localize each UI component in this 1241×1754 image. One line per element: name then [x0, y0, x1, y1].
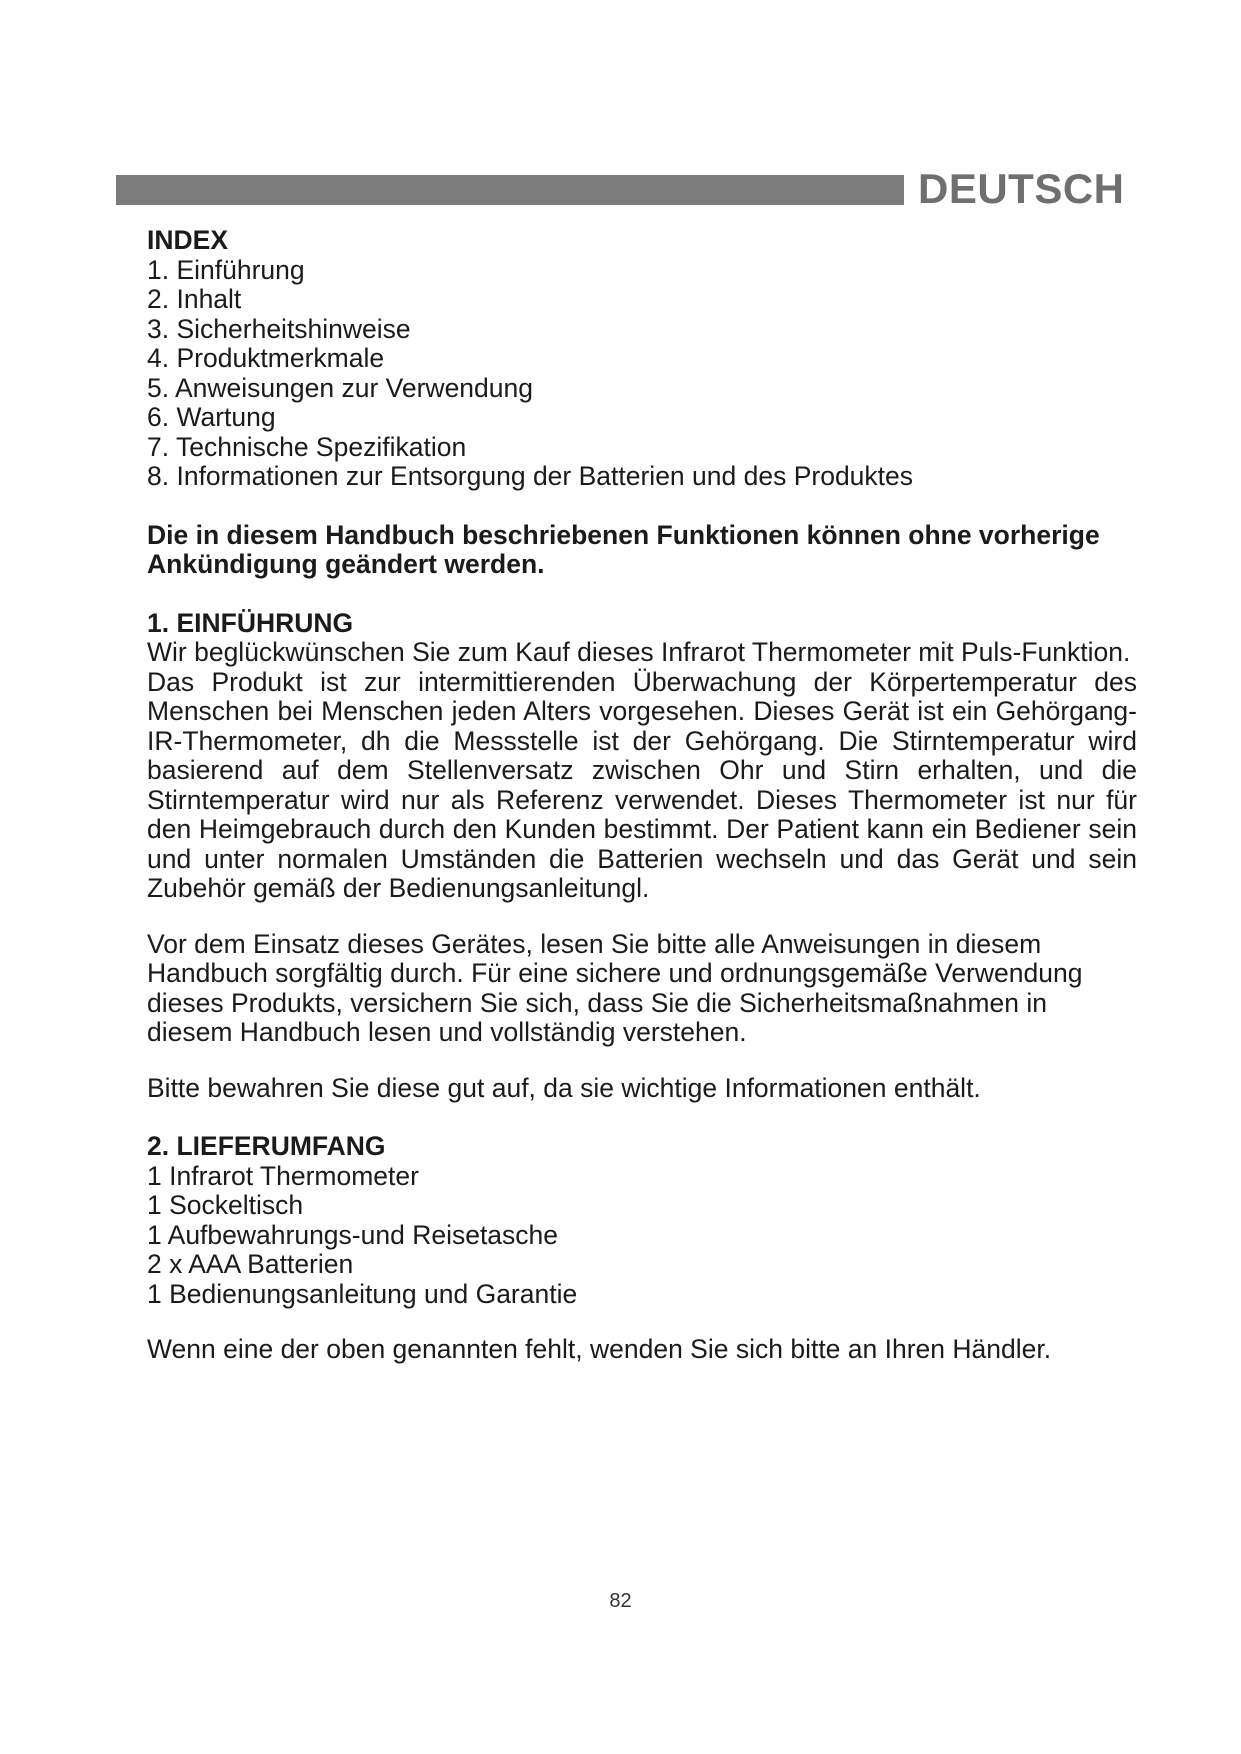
index-item: 8. Informationen zur Entsorgung der Batterien und des Produktes	[147, 461, 914, 491]
index-item: 2. Inhalt	[147, 284, 242, 314]
section-1-instructions: Vor dem Einsatz dieses Gerätes, lesen Sie bitte alle Anweisungen in diesem Handbuch sorgfältig durch. Für eine sichere und ordnungsgemäße Verwendung dieses Produkts, versichern Sie sich, dass Sie die Sicherheitsmaßnahmen in diesem Handbuch lesen und vollständig verstehen.	[147, 928, 1083, 1047]
delivery-item: 1 Bedienungsanleitung und Garantie	[147, 1278, 578, 1309]
delivery-item: 1 Aufbewahrungs-und Reisetasche	[147, 1219, 559, 1250]
index-list	[147, 256, 1137, 492]
index-heading: INDEX	[147, 225, 228, 255]
missing-items-note: Wenn eine der oben genannten fehlt, wenden Sie sich bitte an Ihren Händler.	[147, 1334, 1052, 1364]
page-number: 82	[609, 1590, 632, 1612]
section-2-heading: 2. LIEFERUMFANG	[147, 1131, 386, 1161]
index-item: 3. Sicherheitshinweise	[147, 313, 411, 344]
page-content	[147, 226, 1137, 1365]
language-title: DEUTSCH	[918, 165, 1125, 212]
index-item: 5. Anweisungen zur Verwendung	[147, 372, 533, 403]
delivery-item: 2 x AAA Batterien	[147, 1249, 354, 1279]
section-1-heading: 1. EINFÜHRUNG	[147, 607, 354, 638]
delivery-item: 1 Sockeltisch	[147, 1190, 304, 1220]
header-bar	[116, 175, 904, 205]
index-item: 7. Technische Spezifikation	[147, 431, 467, 462]
section-1-intro: Wir beglückwünschen Sie zum Kauf dieses Infrarot Thermometer mit Puls-Funktion.	[147, 637, 1131, 667]
index-item: 6. Wartung	[147, 402, 276, 432]
section-1-description: Das Produkt ist zur intermittierenden Überwachung der Körpertemperatur des Menschen bei Menschen jeden Alters vorgesehen. Dieses Gerät ist ein Gehörgang-IR-Thermometer, dh die Messstelle ist der Gehörgang. Die Stirntemperatur wird basierend auf dem Stellenversatz zwischen Ohr und Stirn erhalten, und die Stirntemperatur wird nur als Referenz verwendet. Dieses Thermometer ist nur für den Heimgebrauch durch den Kunden bestimmt. Der Patient kann ein Bediener sein und unter normalen Umständen die Batterien wechseln und das Gerät und sein Zubehör gemäß der Bedienungsanleitungl.	[147, 666, 1137, 903]
delivery-list	[147, 1162, 1137, 1310]
delivery-item: 1 Infrarot Thermometer	[147, 1160, 419, 1191]
index-item: 4. Produktmerkmale	[147, 343, 385, 373]
section-1-keep-note: Bitte bewahren Sie diese gut auf, da sie wichtige Informationen enthält.	[147, 1072, 981, 1103]
change-notice: Die in diesem Handbuch beschriebenen Funktionen können ohne vorherige Ankündigung geändert werden.	[147, 519, 1100, 579]
index-item: 1. Einführung	[147, 254, 305, 285]
